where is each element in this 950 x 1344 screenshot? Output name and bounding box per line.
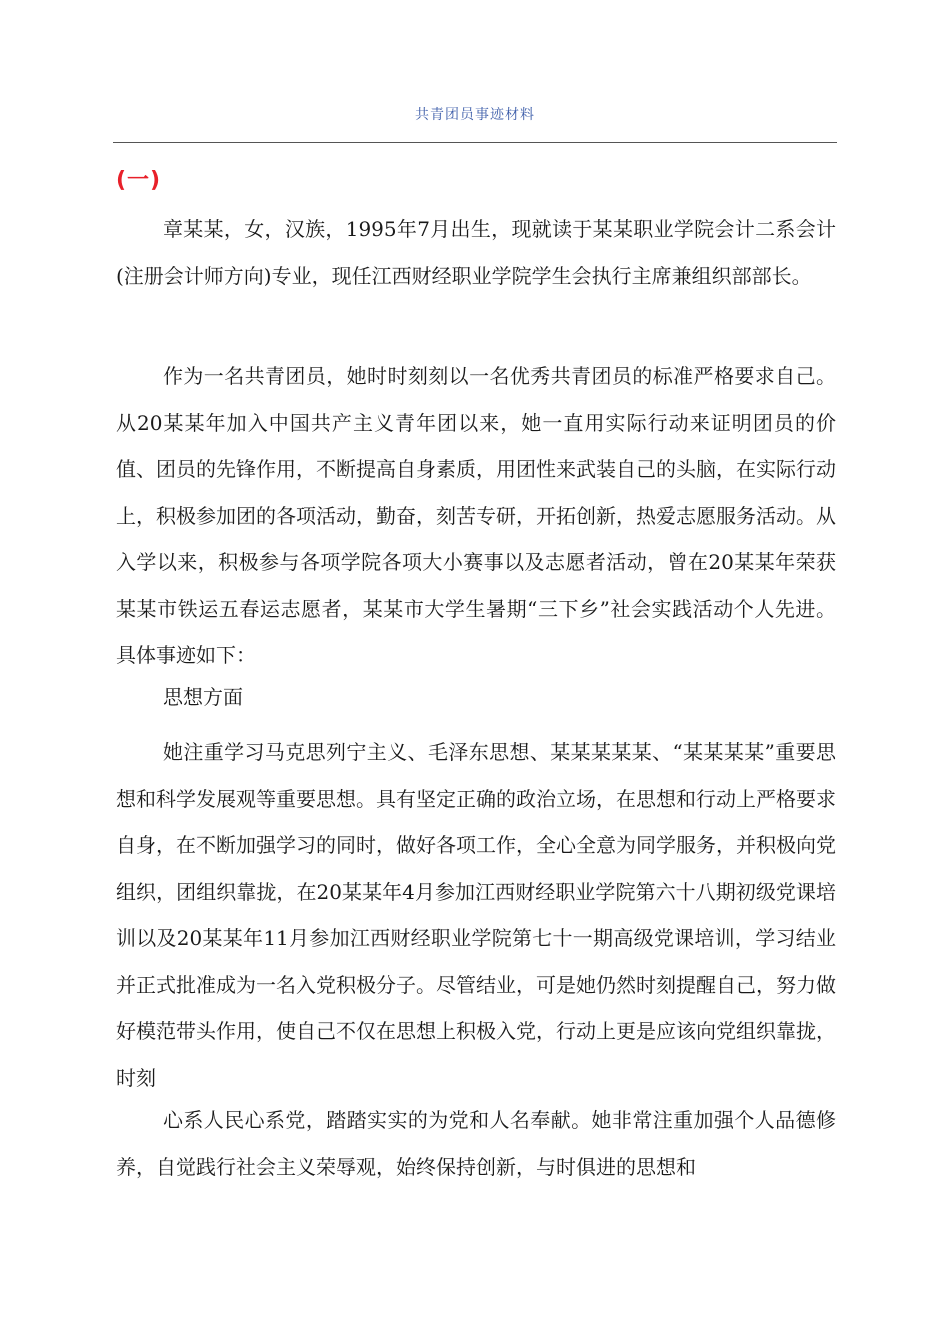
paragraph-ideology: 她注重学习马克思列宁主义、毛泽东思想、某某某某某、“某某某某”重要思想和科学发展观等重要思想。具有坚定正确的政治立场，在思想和行动上严格要求自身，在不断加强学习的同时，做好各项工作，全心全意为同学服务，并积极向党组织，团组织靠拢，在20某某年4月参加江西财经职业学院第六十八期初级党课培训以及20某某年11月参加江西财经职业学院第七十一期高级党课培训，学习结业并正式批准成为一名入党积极分子。尽管结业，可是她仍然时刻提醒自己，努力做好模范带头作用，使自己不仅在思想上积极入党，行动上更是应该向党组织靠拢，时刻 — [116, 740, 836, 1090]
running-header: 共青团员事迹材料 — [415, 107, 535, 123]
subheading-ideology: 思想方面 — [163, 685, 243, 709]
header-divider — [113, 142, 837, 143]
paragraph-intro: 章某某，女，汉族，1995年7月出生，现就读于某某职业学院会计二系会计(注册会计师方向)专业，现任江西财经职业学院学生会执行主席兼组织部部长。 — [116, 217, 836, 288]
paragraph-continuation: 心系人民心系党，踏踏实实的为党和人名奉献。她非常注重加强个人品德修养，自觉践行社会主义荣辱观，始终保持创新，与时俱进的思想和 — [116, 1108, 836, 1179]
paragraph-overview: 作为一名共青团员，她时时刻刻以一名优秀共青团员的标准严格要求自己。从20某某年加入中国共产主义青年团以来，她一直用实际行动来证明团员的价值、团员的先锋作用，不断提高自身素质，用团性来武装自己的头脑，在实际行动上，积极参加团的各项活动，勤奋，刻苦专研，开拓创新，热爱志愿服务活动。从入学以来，积极参与各项学院各项大小赛事以及志愿者活动，曾在20某某年荣获某某市铁运五春运志愿者，某某市大学生暑期“三下乡”社会实践活动个人先进。具体事迹如下： — [116, 364, 836, 667]
section-number: (一) — [116, 168, 162, 193]
